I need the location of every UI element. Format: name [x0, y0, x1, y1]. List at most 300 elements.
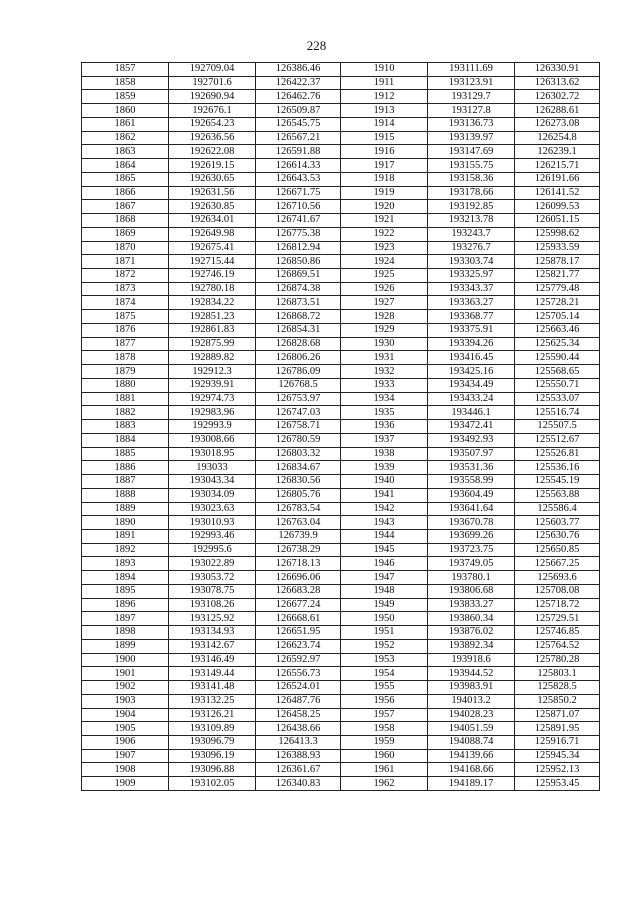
x-coordinate-cell: 193325.97: [428, 269, 515, 283]
table-row: [82, 337, 600, 351]
table-row: [82, 639, 600, 653]
y-coordinate-cell: 125603.77: [515, 516, 600, 530]
table-row: [82, 420, 600, 434]
x-coordinate-cell: 194051.59: [428, 722, 515, 736]
x-coordinate-cell: 193022.89: [169, 557, 256, 571]
y-coordinate-cell: 126313.62: [515, 76, 600, 90]
y-coordinate-cell: 125746.85: [515, 626, 600, 640]
point-number-cell: 1877: [82, 337, 169, 351]
y-coordinate-cell: 126239.1: [515, 145, 600, 159]
table-row: [82, 722, 600, 736]
point-number-cell: 1937: [341, 433, 428, 447]
point-number-cell: 1956: [341, 694, 428, 708]
y-coordinate-cell: 126671.75: [256, 186, 341, 200]
y-coordinate-cell: 126438.66: [256, 722, 341, 736]
point-number-cell: 1899: [82, 639, 169, 653]
y-coordinate-cell: 125536.16: [515, 461, 600, 475]
point-number-cell: 1909: [82, 777, 169, 791]
x-coordinate-cell: 193010.93: [169, 516, 256, 530]
table-row: [82, 76, 600, 90]
y-coordinate-cell: 125563.88: [515, 488, 600, 502]
x-coordinate-cell: 194013.2: [428, 694, 515, 708]
y-coordinate-cell: 126340.83: [256, 777, 341, 791]
point-number-cell: 1924: [341, 255, 428, 269]
x-coordinate-cell: 193507.97: [428, 447, 515, 461]
point-number-cell: 1935: [341, 406, 428, 420]
x-coordinate-cell: 193123.91: [428, 76, 515, 90]
table-row: [82, 488, 600, 502]
point-number-cell: 1925: [341, 269, 428, 283]
x-coordinate-cell: 193433.24: [428, 392, 515, 406]
point-number-cell: 1946: [341, 557, 428, 571]
x-coordinate-cell: 193127.8: [428, 104, 515, 118]
point-number-cell: 1905: [82, 722, 169, 736]
point-number-cell: 1952: [341, 639, 428, 653]
point-number-cell: 1945: [341, 543, 428, 557]
table-row: [82, 104, 600, 118]
x-coordinate-cell: 193425.16: [428, 365, 515, 379]
y-coordinate-cell: 126141.52: [515, 186, 600, 200]
point-number-cell: 1889: [82, 502, 169, 516]
y-coordinate-cell: 125550.71: [515, 378, 600, 392]
y-coordinate-cell: 126869.51: [256, 269, 341, 283]
x-coordinate-cell: 193096.19: [169, 749, 256, 763]
point-number-cell: 1960: [341, 749, 428, 763]
x-coordinate-cell: 194189.17: [428, 777, 515, 791]
table-row: [82, 159, 600, 173]
x-coordinate-cell: 194028.23: [428, 708, 515, 722]
y-coordinate-cell: 126874.38: [256, 282, 341, 296]
x-coordinate-cell: 193780.1: [428, 571, 515, 585]
x-coordinate-cell: 193102.05: [169, 777, 256, 791]
x-coordinate-cell: 192630.85: [169, 200, 256, 214]
x-coordinate-cell: 193132.25: [169, 694, 256, 708]
x-coordinate-cell: 192912.3: [169, 365, 256, 379]
x-coordinate-cell: 194168.66: [428, 763, 515, 777]
table-row: [82, 667, 600, 681]
y-coordinate-cell: 126524.01: [256, 681, 341, 695]
y-coordinate-cell: 125507.5: [515, 420, 600, 434]
table-row: [82, 626, 600, 640]
table-row: [82, 365, 600, 379]
x-coordinate-cell: 193446.1: [428, 406, 515, 420]
y-coordinate-cell: 126591.88: [256, 145, 341, 159]
x-coordinate-cell: 193833.27: [428, 598, 515, 612]
y-coordinate-cell: 125516.74: [515, 406, 600, 420]
point-number-cell: 1872: [82, 269, 169, 283]
x-coordinate-cell: 193192.85: [428, 200, 515, 214]
y-coordinate-cell: 126786.09: [256, 365, 341, 379]
x-coordinate-cell: 193604.49: [428, 488, 515, 502]
x-coordinate-cell: 194088.74: [428, 735, 515, 749]
point-number-cell: 1948: [341, 584, 428, 598]
point-number-cell: 1893: [82, 557, 169, 571]
x-coordinate-cell: 193983.91: [428, 681, 515, 695]
x-coordinate-cell: 193944.52: [428, 667, 515, 681]
point-number-cell: 1914: [341, 117, 428, 131]
table-row: [82, 461, 600, 475]
table-row: [82, 310, 600, 324]
y-coordinate-cell: 126873.51: [256, 296, 341, 310]
y-coordinate-cell: 126386.46: [256, 63, 341, 77]
y-coordinate-cell: 126458.25: [256, 708, 341, 722]
x-coordinate-cell: 192889.82: [169, 351, 256, 365]
x-coordinate-cell: 192619.15: [169, 159, 256, 173]
point-number-cell: 1915: [341, 131, 428, 145]
x-coordinate-cell: 193363.27: [428, 296, 515, 310]
x-coordinate-cell: 194139.66: [428, 749, 515, 763]
point-number-cell: 1954: [341, 667, 428, 681]
x-coordinate-cell: 193892.34: [428, 639, 515, 653]
x-coordinate-cell: 192983.96: [169, 406, 256, 420]
x-coordinate-cell: 193096.88: [169, 763, 256, 777]
point-number-cell: 1880: [82, 378, 169, 392]
y-coordinate-cell: 126273.08: [515, 117, 600, 131]
x-coordinate-cell: 193008.66: [169, 433, 256, 447]
table-row: [82, 529, 600, 543]
y-coordinate-cell: 126780.59: [256, 433, 341, 447]
x-coordinate-cell: 192622.08: [169, 145, 256, 159]
point-number-cell: 1928: [341, 310, 428, 324]
x-coordinate-cell: 193178.66: [428, 186, 515, 200]
table-row: [82, 378, 600, 392]
x-coordinate-cell: 193147.69: [428, 145, 515, 159]
point-number-cell: 1857: [82, 63, 169, 77]
point-number-cell: 1892: [82, 543, 169, 557]
y-coordinate-cell: 125625.34: [515, 337, 600, 351]
point-number-cell: 1904: [82, 708, 169, 722]
point-number-cell: 1944: [341, 529, 428, 543]
y-coordinate-cell: 125803.1: [515, 667, 600, 681]
x-coordinate-cell: 193134.93: [169, 626, 256, 640]
x-coordinate-cell: 192995.6: [169, 543, 256, 557]
table-row: [82, 186, 600, 200]
x-coordinate-cell: 193146.49: [169, 653, 256, 667]
x-coordinate-cell: 192676.1: [169, 104, 256, 118]
y-coordinate-cell: 126763.04: [256, 516, 341, 530]
point-number-cell: 1921: [341, 214, 428, 228]
x-coordinate-cell: 193876.02: [428, 626, 515, 640]
table-row: [82, 323, 600, 337]
x-coordinate-cell: 193053.72: [169, 571, 256, 585]
point-number-cell: 1929: [341, 323, 428, 337]
y-coordinate-cell: 125728.21: [515, 296, 600, 310]
x-coordinate-cell: 193699.26: [428, 529, 515, 543]
x-coordinate-cell: 193434.49: [428, 378, 515, 392]
coordinates-table-body: [82, 63, 600, 791]
x-coordinate-cell: 193109.89: [169, 722, 256, 736]
point-number-cell: 1873: [82, 282, 169, 296]
x-coordinate-cell: 192861.83: [169, 323, 256, 337]
x-coordinate-cell: 192875.99: [169, 337, 256, 351]
y-coordinate-cell: 126215.71: [515, 159, 600, 173]
y-coordinate-cell: 126747.03: [256, 406, 341, 420]
page-number: 228: [306, 38, 327, 53]
x-coordinate-cell: 193860.34: [428, 612, 515, 626]
table-row: [82, 433, 600, 447]
x-coordinate-cell: 193641.64: [428, 502, 515, 516]
point-number-cell: 1883: [82, 420, 169, 434]
x-coordinate-cell: 193155.75: [428, 159, 515, 173]
table-row: [82, 269, 600, 283]
point-number-cell: 1866: [82, 186, 169, 200]
x-coordinate-cell: 193723.75: [428, 543, 515, 557]
x-coordinate-cell: 193126.21: [169, 708, 256, 722]
x-coordinate-cell: 193158.36: [428, 172, 515, 186]
y-coordinate-cell: 125663.46: [515, 323, 600, 337]
x-coordinate-cell: 192974.73: [169, 392, 256, 406]
x-coordinate-cell: 193343.37: [428, 282, 515, 296]
x-coordinate-cell: 193023.63: [169, 502, 256, 516]
point-number-cell: 1931: [341, 351, 428, 365]
table-row: [82, 543, 600, 557]
point-number-cell: 1896: [82, 598, 169, 612]
coordinates-table: [81, 62, 600, 791]
point-number-cell: 1860: [82, 104, 169, 118]
table-row: [82, 749, 600, 763]
table-row: [82, 612, 600, 626]
point-number-cell: 1933: [341, 378, 428, 392]
point-number-cell: 1917: [341, 159, 428, 173]
point-number-cell: 1949: [341, 598, 428, 612]
x-coordinate-cell: 193531.36: [428, 461, 515, 475]
y-coordinate-cell: 125933.59: [515, 241, 600, 255]
x-coordinate-cell: 192709.04: [169, 63, 256, 77]
x-coordinate-cell: 193213.78: [428, 214, 515, 228]
y-coordinate-cell: 125729.51: [515, 612, 600, 626]
point-number-cell: 1902: [82, 681, 169, 695]
y-coordinate-cell: 125871.07: [515, 708, 600, 722]
y-coordinate-cell: 125916.71: [515, 735, 600, 749]
point-number-cell: 1950: [341, 612, 428, 626]
y-coordinate-cell: 126683.28: [256, 584, 341, 598]
y-coordinate-cell: 126545.75: [256, 117, 341, 131]
point-number-cell: 1867: [82, 200, 169, 214]
x-coordinate-cell: 193078.75: [169, 584, 256, 598]
point-number-cell: 1868: [82, 214, 169, 228]
x-coordinate-cell: 193749.05: [428, 557, 515, 571]
point-number-cell: 1912: [341, 90, 428, 104]
y-coordinate-cell: 125821.77: [515, 269, 600, 283]
point-number-cell: 1962: [341, 777, 428, 791]
y-coordinate-cell: 126462.76: [256, 90, 341, 104]
point-number-cell: 1901: [82, 667, 169, 681]
x-coordinate-cell: 193108.26: [169, 598, 256, 612]
table-row: [82, 214, 600, 228]
table-row: [82, 694, 600, 708]
y-coordinate-cell: 126509.87: [256, 104, 341, 118]
x-coordinate-cell: 192675.41: [169, 241, 256, 255]
point-number-cell: 1897: [82, 612, 169, 626]
y-coordinate-cell: 126302.72: [515, 90, 600, 104]
table-row: [82, 584, 600, 598]
y-coordinate-cell: 126051.15: [515, 214, 600, 228]
x-coordinate-cell: 192701.6: [169, 76, 256, 90]
point-number-cell: 1911: [341, 76, 428, 90]
point-number-cell: 1926: [341, 282, 428, 296]
y-coordinate-cell: 125650.85: [515, 543, 600, 557]
x-coordinate-cell: 192715.44: [169, 255, 256, 269]
y-coordinate-cell: 126614.33: [256, 159, 341, 173]
y-coordinate-cell: 125693.6: [515, 571, 600, 585]
table-row: [82, 516, 600, 530]
table-row: [82, 255, 600, 269]
x-coordinate-cell: 192834.22: [169, 296, 256, 310]
x-coordinate-cell: 193149.44: [169, 667, 256, 681]
point-number-cell: 1903: [82, 694, 169, 708]
y-coordinate-cell: 126623.74: [256, 639, 341, 653]
point-number-cell: 1920: [341, 200, 428, 214]
y-coordinate-cell: 125998.62: [515, 227, 600, 241]
x-coordinate-cell: 193368.77: [428, 310, 515, 324]
x-coordinate-cell: 193033: [169, 461, 256, 475]
y-coordinate-cell: 126753.97: [256, 392, 341, 406]
point-number-cell: 1879: [82, 365, 169, 379]
y-coordinate-cell: 126741.67: [256, 214, 341, 228]
point-number-cell: 1863: [82, 145, 169, 159]
y-coordinate-cell: 126388.93: [256, 749, 341, 763]
point-number-cell: 1913: [341, 104, 428, 118]
x-coordinate-cell: 193918.6: [428, 653, 515, 667]
y-coordinate-cell: 126738.29: [256, 543, 341, 557]
y-coordinate-cell: 125568.65: [515, 365, 600, 379]
x-coordinate-cell: 193043.34: [169, 475, 256, 489]
y-coordinate-cell: 125850.2: [515, 694, 600, 708]
x-coordinate-cell: 192636.56: [169, 131, 256, 145]
point-number-cell: 1953: [341, 653, 428, 667]
point-number-cell: 1907: [82, 749, 169, 763]
table-row: [82, 708, 600, 722]
y-coordinate-cell: 125718.72: [515, 598, 600, 612]
y-coordinate-cell: 126288.61: [515, 104, 600, 118]
table-row: [82, 502, 600, 516]
point-number-cell: 1890: [82, 516, 169, 530]
y-coordinate-cell: 126868.72: [256, 310, 341, 324]
y-coordinate-cell: 125828.5: [515, 681, 600, 695]
point-number-cell: 1870: [82, 241, 169, 255]
x-coordinate-cell: 192939.91: [169, 378, 256, 392]
table-row: [82, 598, 600, 612]
table-row: [82, 777, 600, 791]
point-number-cell: 1918: [341, 172, 428, 186]
point-number-cell: 1900: [82, 653, 169, 667]
point-number-cell: 1958: [341, 722, 428, 736]
table-row: [82, 653, 600, 667]
table-row: [82, 227, 600, 241]
y-coordinate-cell: 126696.06: [256, 571, 341, 585]
x-coordinate-cell: 193018.95: [169, 447, 256, 461]
point-number-cell: 1878: [82, 351, 169, 365]
point-number-cell: 1930: [341, 337, 428, 351]
x-coordinate-cell: 192746.19: [169, 269, 256, 283]
table-row: [82, 681, 600, 695]
point-number-cell: 1922: [341, 227, 428, 241]
point-number-cell: 1888: [82, 488, 169, 502]
x-coordinate-cell: 192993.46: [169, 529, 256, 543]
y-coordinate-cell: 126805.76: [256, 488, 341, 502]
point-number-cell: 1886: [82, 461, 169, 475]
y-coordinate-cell: 126834.67: [256, 461, 341, 475]
y-coordinate-cell: 126710.56: [256, 200, 341, 214]
point-number-cell: 1910: [341, 63, 428, 77]
x-coordinate-cell: 192634.01: [169, 214, 256, 228]
point-number-cell: 1938: [341, 447, 428, 461]
point-number-cell: 1957: [341, 708, 428, 722]
x-coordinate-cell: 193558.99: [428, 475, 515, 489]
point-number-cell: 1955: [341, 681, 428, 695]
table-row: [82, 241, 600, 255]
y-coordinate-cell: 125779.48: [515, 282, 600, 296]
x-coordinate-cell: 193303.74: [428, 255, 515, 269]
y-coordinate-cell: 126099.53: [515, 200, 600, 214]
x-coordinate-cell: 193806.68: [428, 584, 515, 598]
y-coordinate-cell: 126739.9: [256, 529, 341, 543]
y-coordinate-cell: 126556.73: [256, 667, 341, 681]
point-number-cell: 1862: [82, 131, 169, 145]
x-coordinate-cell: 193142.67: [169, 639, 256, 653]
x-coordinate-cell: 192851.23: [169, 310, 256, 324]
y-coordinate-cell: 126330.91: [515, 63, 600, 77]
y-coordinate-cell: 126413.3: [256, 735, 341, 749]
point-number-cell: 1884: [82, 433, 169, 447]
y-coordinate-cell: 126806.26: [256, 351, 341, 365]
x-coordinate-cell: 193416.45: [428, 351, 515, 365]
y-coordinate-cell: 126758.71: [256, 420, 341, 434]
y-coordinate-cell: 126783.54: [256, 502, 341, 516]
y-coordinate-cell: 125545.19: [515, 475, 600, 489]
y-coordinate-cell: 125533.07: [515, 392, 600, 406]
x-coordinate-cell: 193243.7: [428, 227, 515, 241]
table-row: [82, 447, 600, 461]
x-coordinate-cell: 193141.48: [169, 681, 256, 695]
table-row: [82, 172, 600, 186]
point-number-cell: 1875: [82, 310, 169, 324]
point-number-cell: 1961: [341, 763, 428, 777]
y-coordinate-cell: 126651.95: [256, 626, 341, 640]
point-number-cell: 1885: [82, 447, 169, 461]
point-number-cell: 1908: [82, 763, 169, 777]
y-coordinate-cell: 126254.8: [515, 131, 600, 145]
y-coordinate-cell: 125590.44: [515, 351, 600, 365]
point-number-cell: 1898: [82, 626, 169, 640]
y-coordinate-cell: 125878.17: [515, 255, 600, 269]
y-coordinate-cell: 125952.13: [515, 763, 600, 777]
point-number-cell: 1940: [341, 475, 428, 489]
table-row: [82, 117, 600, 131]
y-coordinate-cell: 125586.4: [515, 502, 600, 516]
x-coordinate-cell: 193375.91: [428, 323, 515, 337]
x-coordinate-cell: 192993.9: [169, 420, 256, 434]
table-row: [82, 763, 600, 777]
table-row: [82, 63, 600, 77]
point-number-cell: 1927: [341, 296, 428, 310]
x-coordinate-cell: 193125.92: [169, 612, 256, 626]
point-number-cell: 1947: [341, 571, 428, 585]
x-coordinate-cell: 192630.65: [169, 172, 256, 186]
table-row: [82, 557, 600, 571]
table-row: [82, 282, 600, 296]
y-coordinate-cell: 126812.94: [256, 241, 341, 255]
y-coordinate-cell: 126487.76: [256, 694, 341, 708]
table-row: [82, 90, 600, 104]
x-coordinate-cell: 192654.23: [169, 117, 256, 131]
table-row: [82, 296, 600, 310]
table-row: [82, 571, 600, 585]
point-number-cell: 1934: [341, 392, 428, 406]
y-coordinate-cell: 126828.68: [256, 337, 341, 351]
point-number-cell: 1882: [82, 406, 169, 420]
x-coordinate-cell: 193136.73: [428, 117, 515, 131]
